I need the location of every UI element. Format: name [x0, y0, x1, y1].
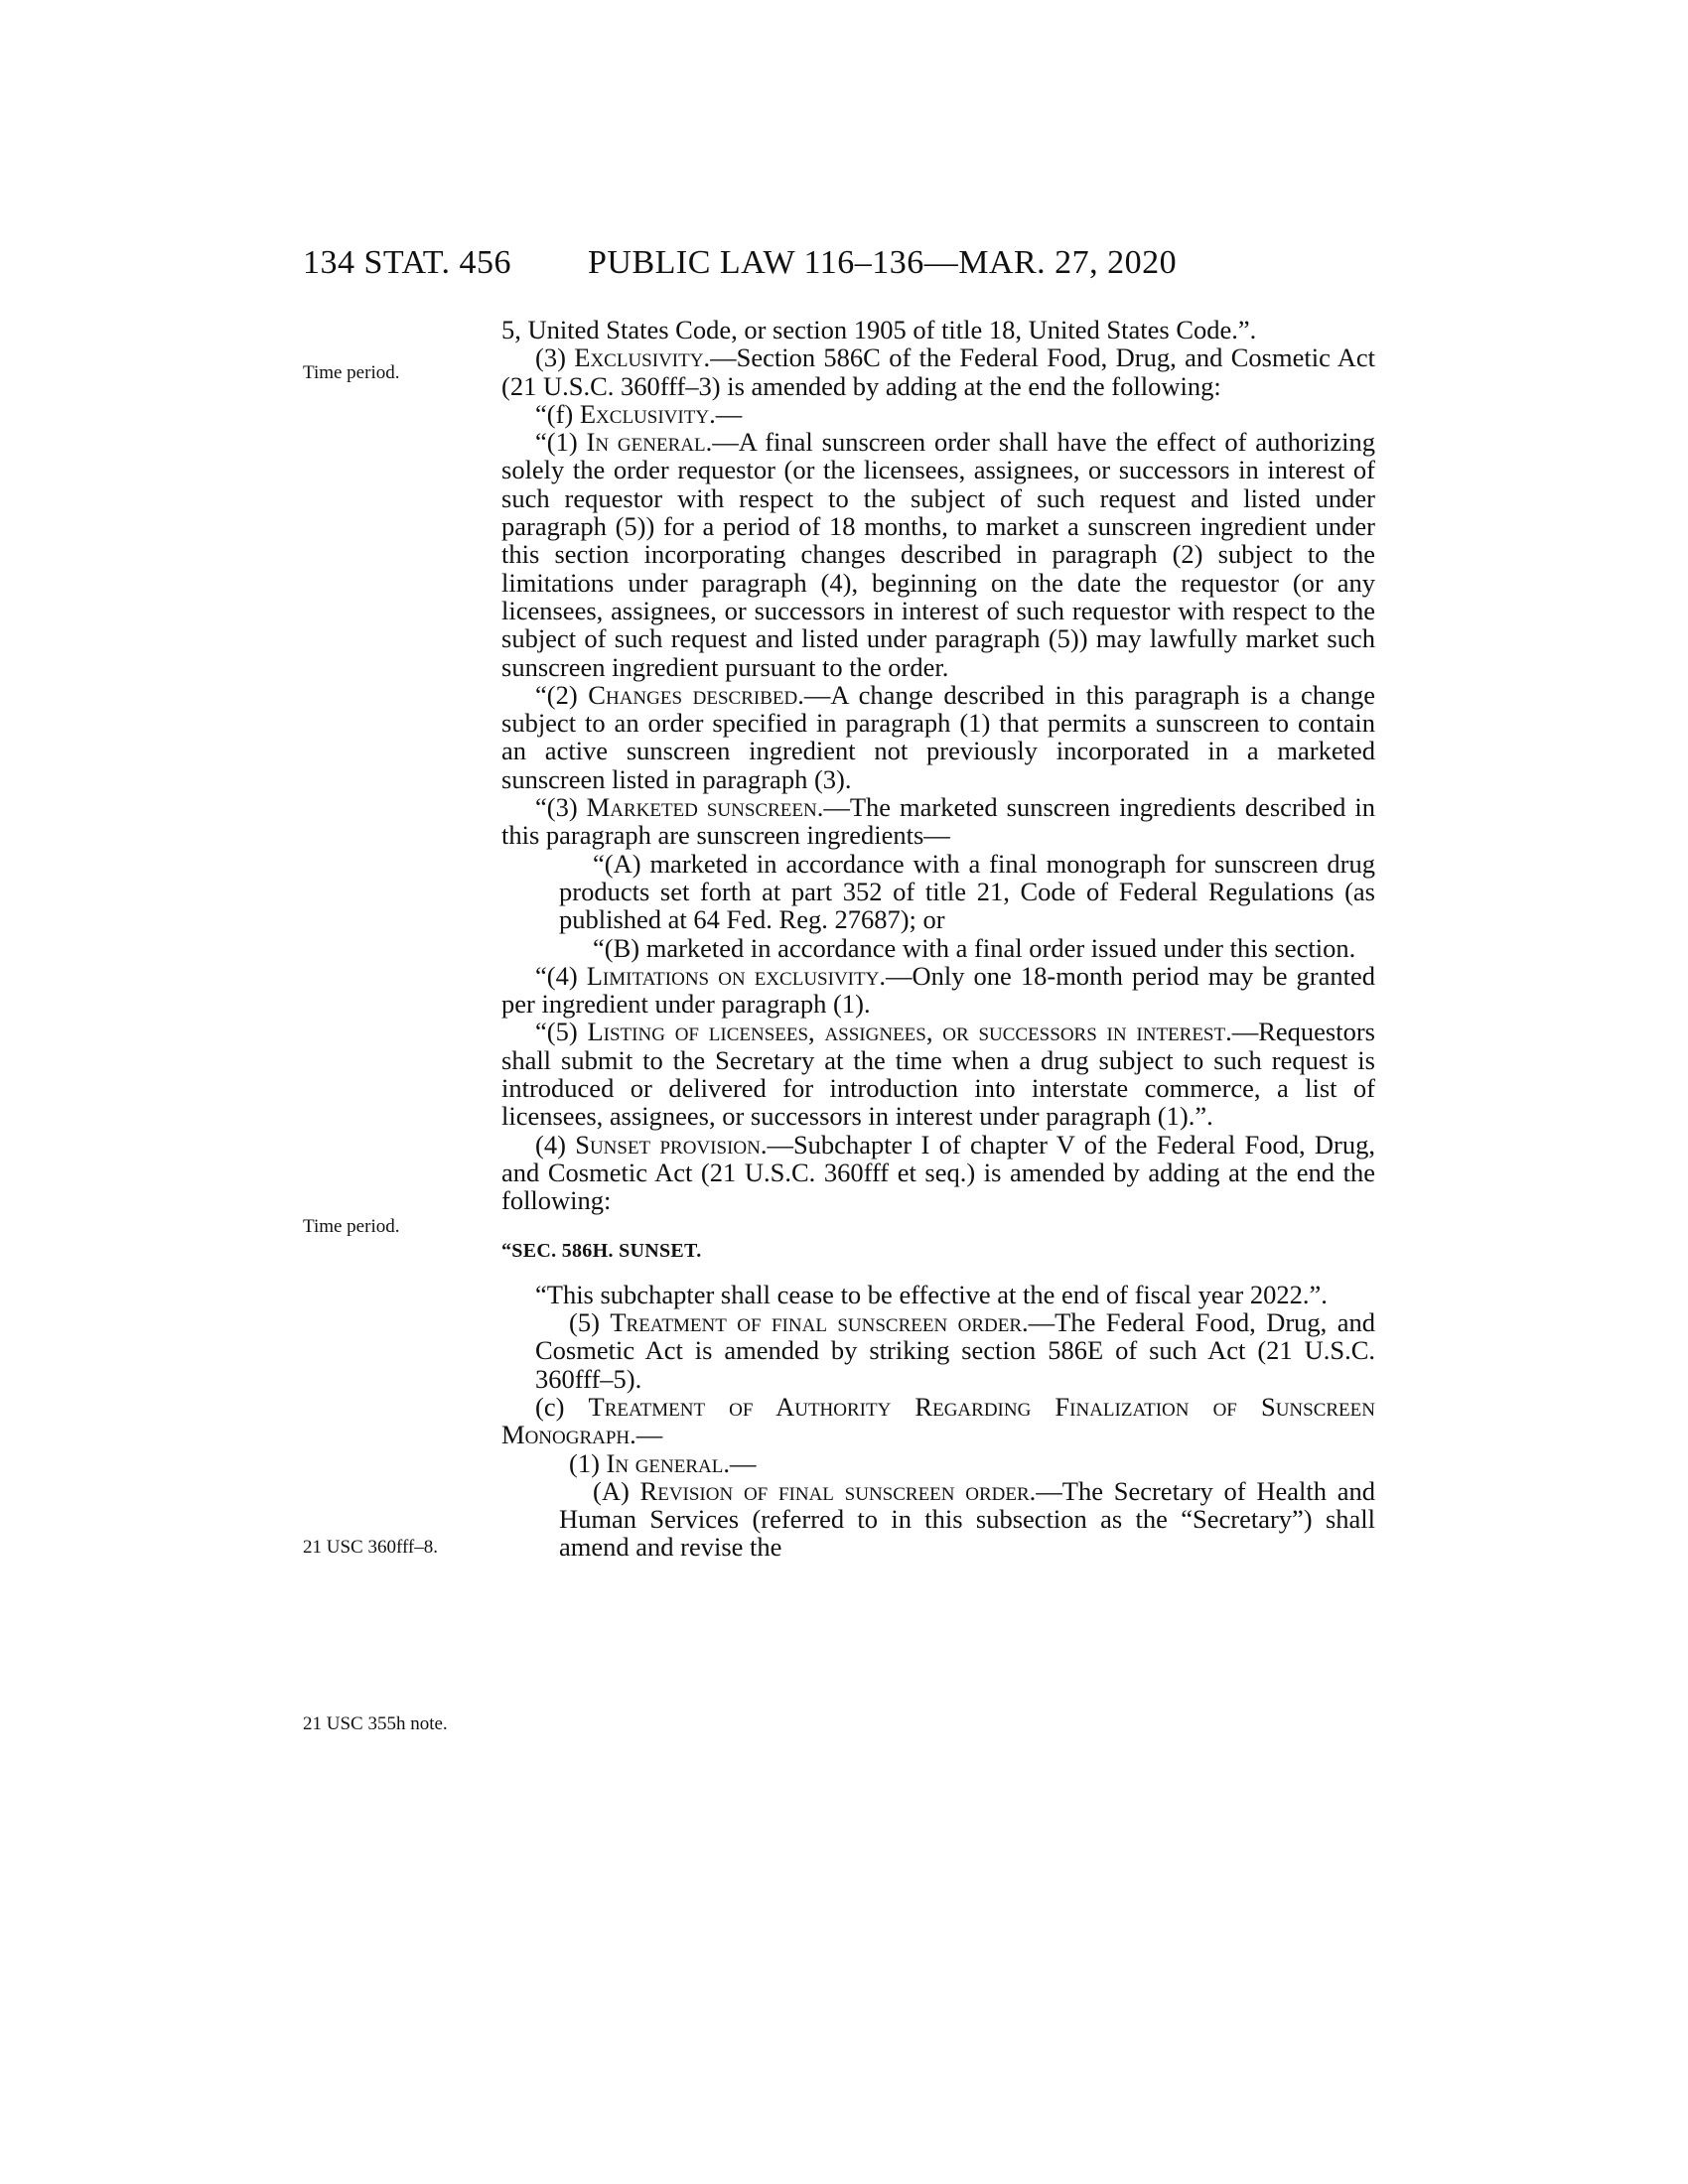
subparagraph-a-revision: (A) Revision of final sunscreen order.—The Secretary of Health and Human Services (referred to in this subsection as the “Secretary”) shall amend and revise the — [559, 1475, 1375, 1563]
paragraph-1-in-general-c: (1) In general.— — [569, 1447, 757, 1478]
paragraph-2-changes-described: “(2) Changes described.—A change described in this paragraph is a change subject to an order specified in paragraph (1) that permits a sunscreen to contain an active sunscreen ingredient not previously incorporated in a marketed sunscreen listed in paragraph (3). — [501, 679, 1375, 794]
subparagraph-b: “(B) marketed in accordance with a final order issued under this section. — [593, 932, 1356, 963]
paragraph-continuation: 5, United States Code, or section 1905 of title 18, United States Code.”. — [501, 315, 1257, 344]
body-text-column — [501, 316, 1375, 1562]
paragraph-4-limitations: “(4) Limitations on exclusivity.—Only one 18-month period may be granted per ingredient under paragraph (1). — [501, 960, 1376, 1020]
subparagraph-a: “(A) marketed in accordance with a final monograph for sunscreen drug products set forth at part 352 of title 21, Code of Federal Regulations (as published at 64 Fed. Reg. 27687); or — [559, 848, 1375, 935]
section-heading-586h: “SEC. 586H. SUNSET. — [501, 1239, 702, 1262]
paragraph-5-treatment: (5) Treatment of final sunscreen order.—The Federal Food, Drug, and Cosmetic Act is amended by striking section 586E of such Act (21 U.S.C. 360fff–5). — [535, 1307, 1375, 1394]
margin-note-time-period-2: Time period. — [303, 1216, 400, 1237]
paragraph-c-treatment-authority: (c) Treatment of Authority Regarding Finalization of Sunscreen Monograph.— — [501, 1391, 1375, 1450]
running-header: PUBLIC LAW 116–136—MAR. 27, 2020 — [588, 244, 1178, 281]
paragraph-exclusivity-amendment: (3) Exclusivity.—Section 586C of the Federal Food, Drug, and Cosmetic Act (21 U.S.C. 360fff–3) is amended by adding at the end the following: — [501, 342, 1375, 401]
page-number-header: 134 STAT. 456 — [303, 244, 511, 281]
paragraph-sunset-text: “This subchapter shall cease to be effective at the end of fiscal year 2022.”. — [535, 1279, 1328, 1309]
paragraph-f-exclusivity: “(f) Exclusivity.— — [535, 398, 743, 429]
paragraph-3-marketed-sunscreen: “(3) Marketed sunscreen.—The marketed sunscreen ingredients described in this paragraph are sunscreen ingredients— — [501, 792, 1375, 851]
margin-note-usc-355h: 21 USC 355h note. — [303, 1713, 448, 1734]
paragraph-5-listing: “(5) Listing of licensees, assignees, or successors in interest.—Requestors shall submit to the Secretary at the time when a drug subject to such request is introduced or delivered for introduction into interstate commerce, a list of licensees, assignees, or successors in interest under paragraph (1).”. — [501, 1017, 1375, 1132]
paragraph-1-in-general: “(1) In general.—A final sunscreen order shall have the effect of authorizing solely the order requestor (or the licensees, assignees, or successors in interest of such requestor with respect to the subject of such request and listed under paragraph (5)) for a period of 18 months, to market a sunscreen ingredient under this section incorporating changes described in paragraph (2) subject to the limitations under paragraph (4), beginning on the date the requestor (or any licensees, assignees, or successors in interest of such requestor with respect to the subject of such request and listed under paragraph (5)) may lawfully market such sunscreen ingredient pursuant to the order. — [501, 427, 1375, 682]
paragraph-4-sunset-provision: (4) Sunset provision.—Subchapter I of chapter V of the Federal Food, Drug, and Cosmetic Act (21 U.S.C. 360fff et seq.) is amended by adding at the end the following: — [501, 1129, 1375, 1216]
margin-note-usc-360fff-8: 21 USC 360fff–8. — [303, 1537, 439, 1558]
margin-note-time-period-1: Time period. — [303, 362, 400, 383]
